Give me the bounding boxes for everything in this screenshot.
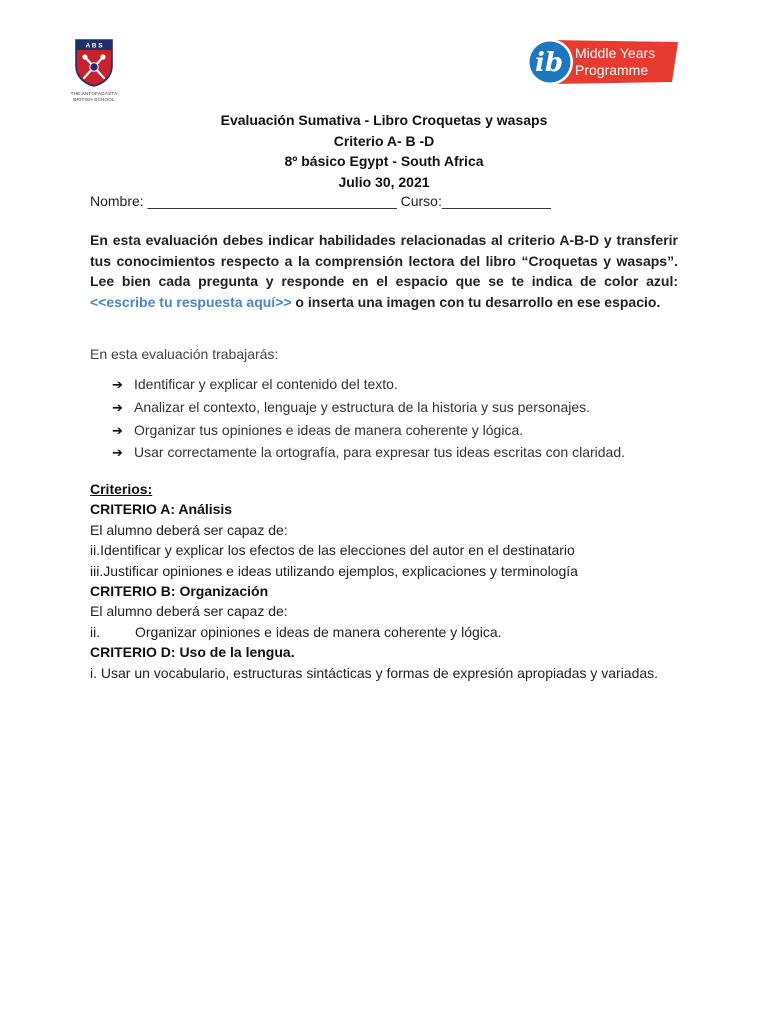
abs-school-logo (64, 38, 124, 110)
criterio-d-item: i. Usar un vocabulario, estructuras sintácticas y formas de expresión apropiadas y variadas. (90, 664, 659, 681)
instructions-text-1: En esta evaluación debes indicar habilidades relacionadas al criterio A-B-D y transferir tus conocimientos respecto a la comprensión lectora del libro “Croquetas y wasaps”. Lee bien cada pregunta y responde en el espacio que se te indica de color azul: (90, 232, 678, 290)
criterios-section (90, 479, 678, 683)
list-item: ➔ Analizar el contexto, lenguaje y estructura de la historia y sus personajes. (112, 397, 682, 420)
nombre-blank[interactable]: ________________________________ (147, 193, 397, 209)
answer-placeholder: <<escribe tu respuesta aquí>> (90, 293, 292, 310)
list-item: ➔ Organizar tus opiniones e ideas de manera coherente y lógica. (112, 420, 682, 443)
instructions-text-2: o inserta una imagen con tu desarrollo en ese espacio. (291, 293, 661, 310)
arrow-bullet-icon: ➔ (112, 400, 123, 416)
criterio-a-heading: CRITERIO A: Análisis (90, 501, 233, 518)
title-line-2: Criterio A- B -D (333, 132, 435, 149)
crest-letters: A B S (85, 42, 103, 50)
ib-line1: Middle Years (575, 45, 656, 61)
criterio-b-intro: El alumno deberá ser capaz de: (90, 603, 288, 620)
list-item: ➔ Usar correctamente la ortografía, para expresar tus ideas escritas con claridad. (112, 442, 682, 465)
ib-line2: Programme (575, 62, 649, 78)
skills-intro: En esta evaluación trabajarás: (90, 346, 279, 362)
criterio-d-heading: CRITERIO D: Uso de la lengua. (90, 644, 295, 661)
list-item: ➔ Identificar y explicar el contenido del texto. (112, 374, 682, 397)
name-course-line (90, 192, 678, 210)
school-crest-icon (74, 38, 114, 88)
document-title (90, 110, 678, 192)
arrow-bullet-icon: ➔ (112, 378, 123, 393)
curso-blank[interactable]: ______________ (441, 193, 551, 209)
arrow-bullet-icon: ➔ (112, 446, 123, 462)
criterios-title: Criterios: (90, 481, 153, 497)
school-name: THE ANTOFAGASTA BRITISH SCHOOL (70, 91, 118, 102)
arrow-bullet-icon: ➔ (112, 423, 123, 439)
nombre-label: Nombre: (90, 193, 144, 209)
skills-list (112, 374, 682, 465)
title-line-3: 8º básico Egypt - South Africa (284, 153, 484, 169)
title-date: Julio 30, 2021 (338, 173, 430, 190)
criterio-b-item: ii. Organizar opiniones e ideas de manera coherente y lógica. (90, 623, 502, 640)
title-line-1: Evaluación Sumativa - Libro Croquetas y wasaps (220, 112, 548, 128)
instructions-paragraph (90, 230, 678, 312)
curso-label: Curso: (400, 193, 442, 209)
criterio-b-heading: CRITERIO B: Organización (90, 583, 269, 600)
ib-myp-logo (524, 36, 680, 88)
criterio-a-intro: El alumno deberá ser capaz de: (90, 521, 288, 538)
ib-mark: ib (534, 48, 564, 78)
criterio-a-item: iii.Justificar opiniones e ideas utilizando ejemplos, explicaciones y terminología (90, 562, 578, 579)
criterio-a-item: ii.Identificar y explicar los efectos de las elecciones del autor en el destinatario (90, 542, 575, 559)
